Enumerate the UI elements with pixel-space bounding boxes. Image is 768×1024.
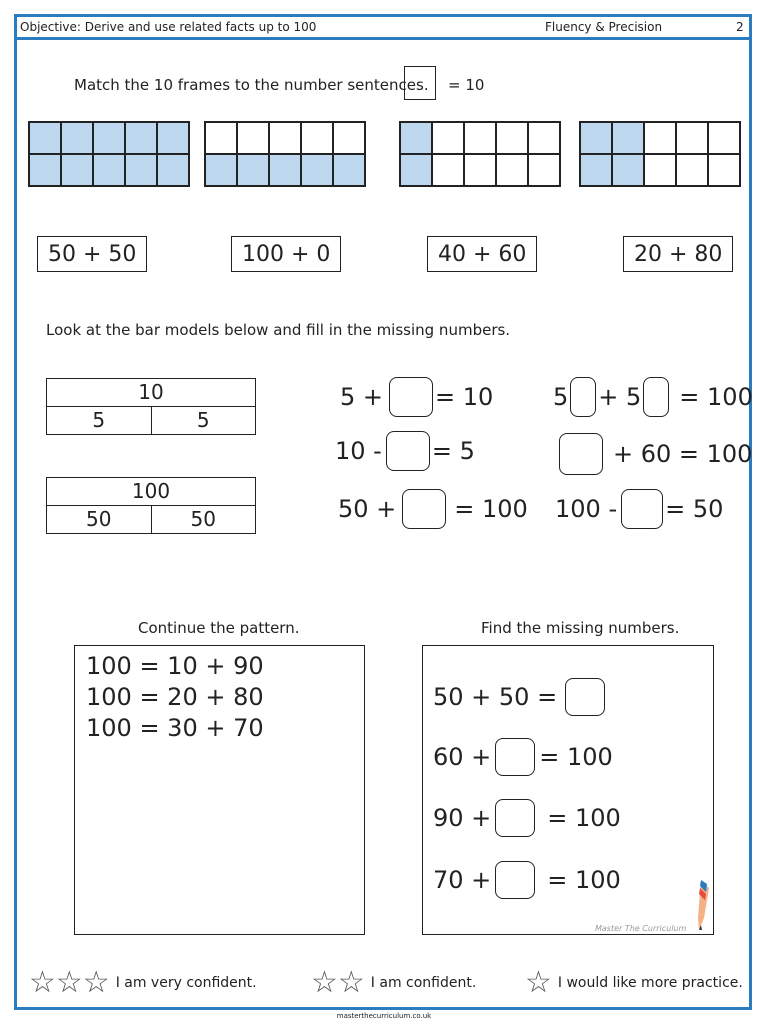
answer-box[interactable] [495,738,535,776]
filled-cell [301,154,333,186]
number-sentence-4[interactable]: 20 + 80 [623,236,733,272]
ten-frame-2 [204,121,366,187]
filled-cell [400,122,432,154]
missing-row-4: 70 + = 100 [433,861,621,899]
equation-3: 50 + = 100 [338,489,528,529]
filled-cell [93,122,125,154]
empty-cell [237,122,269,154]
number-sentence-2[interactable]: 100 + 0 [231,236,341,272]
filled-cell [157,122,189,154]
empty-cell [496,122,528,154]
filled-cell [580,154,612,186]
answer-box[interactable] [402,489,446,529]
missing-title: Find the missing numbers. [481,619,680,637]
empty-cell [644,122,676,154]
empty-cell [676,122,708,154]
answer-box[interactable] [643,377,669,417]
empty-cell [432,154,464,186]
answer-box[interactable] [621,489,663,529]
pattern-line: 100 = 10 + 90 [86,652,264,680]
bar-whole: 100 [47,478,255,506]
empty-cell [269,122,301,154]
filled-cell [612,122,644,154]
answer-box[interactable] [565,678,605,716]
empty-cell [205,122,237,154]
empty-cell [333,122,365,154]
filled-cell [61,154,93,186]
filled-cell [125,154,157,186]
empty-cell [528,122,560,154]
number-sentence-3[interactable]: 40 + 60 [427,236,537,272]
pattern-line: 100 = 20 + 80 [86,683,264,711]
missing-row-1: 50 + 50 = [433,678,605,716]
key-text: = 10 [448,76,485,94]
empty-cell [496,154,528,186]
empty-cell [464,154,496,186]
star-icon: ☆☆ [311,965,365,1000]
pattern-line: 100 = 30 + 70 [86,714,264,742]
ten-frame-1 [28,121,190,187]
answer-box[interactable] [495,861,535,899]
filled-cell [61,122,93,154]
bar-model-10 [46,378,256,435]
bar-parts [47,506,255,533]
answer-box-key [404,66,436,100]
page-number: 2 [736,20,744,34]
equation-4: 5 + 5 = 100 [553,377,753,417]
star-icon: ☆ [525,965,552,1000]
answer-box[interactable] [389,377,433,417]
bar-model-100 [46,477,256,534]
confidence-very[interactable]: ☆☆☆ I am very confident. [29,965,257,1000]
strand-text: Fluency & Precision [545,20,663,34]
filled-cell [125,122,157,154]
bar-parts [47,407,255,434]
equation-2: 10 - = 5 [335,431,475,471]
filled-cell [93,154,125,186]
empty-cell [676,154,708,186]
empty-cell [464,122,496,154]
empty-cell [708,154,740,186]
equation-5: + 60 = 100 [559,433,752,475]
number-sentence-1[interactable]: 50 + 50 [37,236,147,272]
missing-row-3: 90 + = 100 [433,799,621,837]
ten-frame-4 [579,121,741,187]
pattern-panel[interactable] [74,645,365,935]
filled-cell [29,154,61,186]
empty-cell [528,154,560,186]
bar-part: 5 [47,407,152,434]
filled-cell [237,154,269,186]
empty-cell [644,154,676,186]
filled-cell [333,154,365,186]
answer-box[interactable] [386,431,430,471]
empty-cell [708,122,740,154]
pattern-lines [86,651,264,744]
empty-cell [432,122,464,154]
filled-cell [157,154,189,186]
answer-box[interactable] [559,433,603,475]
bar-part: 50 [190,507,216,531]
pencil-logo-icon [695,878,715,934]
filled-cell [580,122,612,154]
filled-cell [205,154,237,186]
star-icon: ☆☆☆ [29,965,110,1000]
filled-cell [612,154,644,186]
missing-row-2: 60 + = 100 [433,738,613,776]
pattern-title: Continue the pattern. [138,619,300,637]
bar-model-instruction: Look at the bar models below and fill in the missing numbers. [46,321,511,339]
filled-cell [29,122,61,154]
footer-url: masterthecurriculum.co.uk [336,1012,432,1020]
filled-cell [269,154,301,186]
bar-whole: 10 [47,379,255,407]
match-instruction: Match the 10 frames to the number sentences. [74,76,429,94]
answer-box[interactable] [495,799,535,837]
header-bar [14,14,752,40]
watermark: Master The Curriculum [595,924,687,933]
filled-cell [400,154,432,186]
missing-panel [422,645,714,935]
equation-6: 100 - = 50 [555,489,723,529]
empty-cell [301,122,333,154]
confidence-mid[interactable]: ☆☆ I am confident. [311,965,477,1000]
equation-1: 5 + = 10 [340,377,493,417]
bar-part: 50 [47,506,152,533]
answer-box[interactable] [570,377,596,417]
bar-part: 5 [196,408,210,432]
ten-frame-3 [399,121,561,187]
objective-text: Objective: Derive and use related facts up to 100 [20,20,317,34]
confidence-practice[interactable]: ☆ I would like more practice. [525,965,743,1000]
